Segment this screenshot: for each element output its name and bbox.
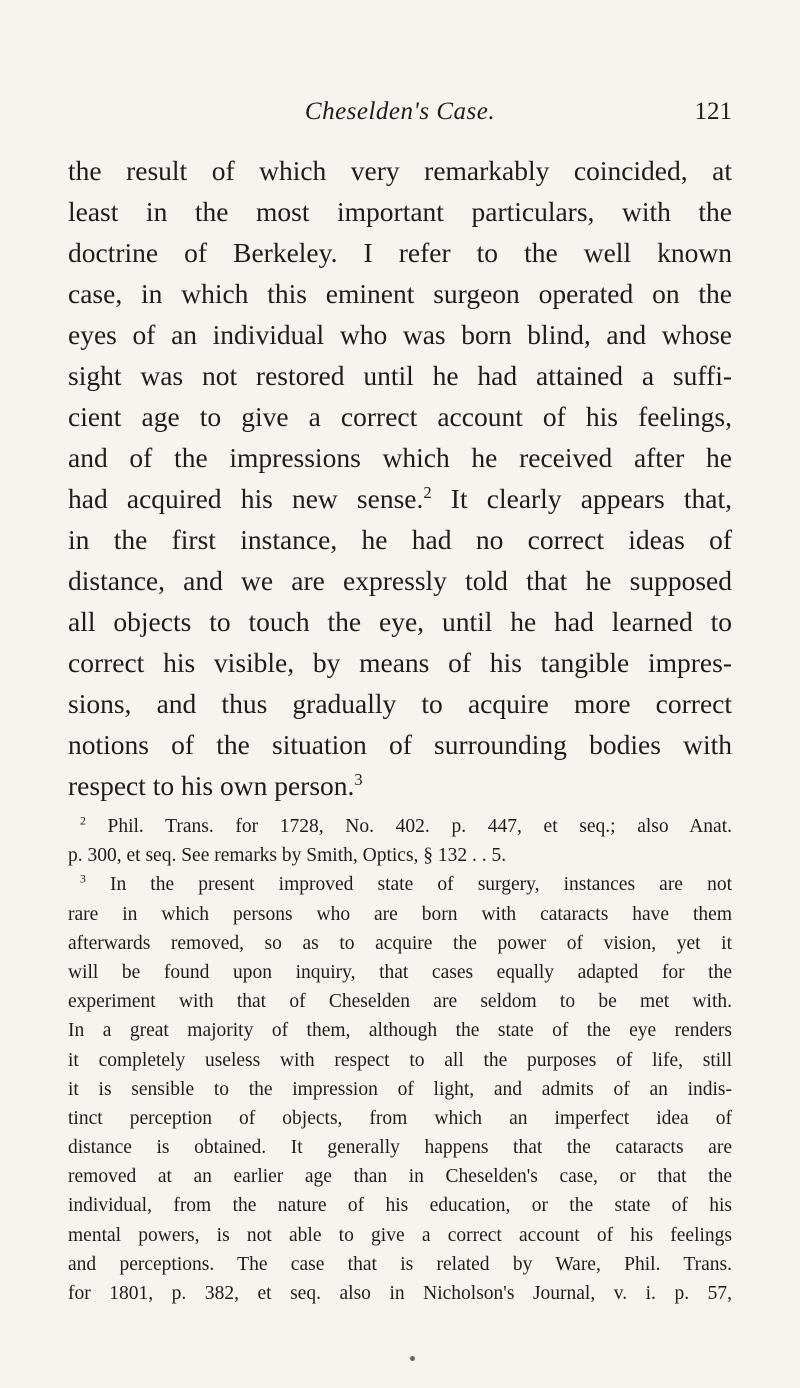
body-line: case, in which this eminent surgeon operated on the <box>68 278 732 309</box>
body-line-part: respect to his own person. <box>68 770 355 801</box>
footnote-2-line <box>68 812 732 841</box>
body-line: in the first instance, he had no correct ideas of <box>68 524 732 555</box>
footnote-text: In the present improved state of surgery, instances are not <box>85 874 732 896</box>
footnote-3-line: tinct perception of objects, from which an imperfect idea of <box>68 1107 732 1129</box>
footnote-3-line: individual, from the nature of his education, or the state of his <box>68 1195 732 1217</box>
footnote-3-line: it completely useless with respect to all the purposes of life, still <box>68 1049 732 1071</box>
body-line: doctrine of Berkeley. I refer to the well known <box>68 237 732 268</box>
body-line-part: had acquired his new sense. <box>68 483 424 514</box>
body-text <box>68 150 732 806</box>
footnote-3-line: experiment with that of Cheselden are seldom to be met with. <box>68 991 732 1013</box>
footnote-3-line: removed at an earlier age than in Cheselden's case, or that the <box>68 1166 732 1188</box>
footnote-3-line: In a great majority of them, although the state of the eye renders <box>68 1020 732 1042</box>
body-line: least in the most important particulars, with the <box>68 196 732 227</box>
footnote-ref-3: 3 <box>354 769 363 789</box>
running-head <box>68 98 732 138</box>
footnote-3-line: it is sensible to the impression of light, and admits of an indis- <box>68 1078 732 1100</box>
body-line: and of the impressions which he received after he <box>68 442 732 473</box>
footnote-3-line: distance is obtained. It generally happens that the cataracts are <box>68 1137 732 1159</box>
body-line: sight was not restored until he had attained a suffi- <box>68 360 732 391</box>
footnote-3-marker: 3 <box>80 872 86 886</box>
body-line: sions, and thus gradually to acquire more correct <box>68 688 732 719</box>
body-line-with-note <box>68 765 732 806</box>
footnote-text: Phil. Trans. for 1728, No. 402. p. 447, et seq.; also Anat. <box>85 816 732 837</box>
page-number: 121 <box>694 98 732 125</box>
footnote-3-line: mental powers, is not able to give a correct account of his feelings <box>68 1224 732 1246</box>
body-line: cient age to give a correct account of his feelings, <box>68 401 732 432</box>
footnote-3-line: will be found upon inquiry, that cases equally adapted for the <box>68 961 732 983</box>
footnote-ref-2: 2 <box>423 482 432 502</box>
footnote-3-line: and perceptions. The case that is related by Ware, Phil. Trans. <box>68 1253 732 1275</box>
body-line: eyes of an individual who was born blind, and whose <box>68 319 732 350</box>
body-line: the result of which very remarkably coincided, at <box>68 155 732 186</box>
footnote-3-line <box>68 870 732 899</box>
footnote-2-line: p. 300, et seq. See remarks by Smith, Optics, § 132 . . 5. <box>68 845 507 867</box>
body-line-with-note <box>68 478 732 519</box>
footnote-2-marker: 2 <box>80 814 86 828</box>
ink-speck <box>410 1356 415 1361</box>
footnote-3-line: afterwards removed, so as to acquire the power of vision, yet it <box>68 932 732 954</box>
body-line: distance, and we are expressly told that he supposed <box>68 565 732 596</box>
body-line: notions of the situation of surrounding bodies with <box>68 729 732 760</box>
footnotes <box>68 812 732 1308</box>
footnote-3-line: for 1801, p. 382, et seq. also in Nicholson's Journal, v. i. p. 57, <box>68 1283 732 1304</box>
body-line: all objects to touch the eye, until he had learned to <box>68 606 732 637</box>
footnote-3-line: rare in which persons who are born with cataracts have them <box>68 903 732 925</box>
running-title: Cheselden's Case. <box>304 98 496 125</box>
body-line-part: It clearly appears that, <box>431 483 732 514</box>
body-line: correct his visible, by means of his tangible impres- <box>68 647 732 678</box>
